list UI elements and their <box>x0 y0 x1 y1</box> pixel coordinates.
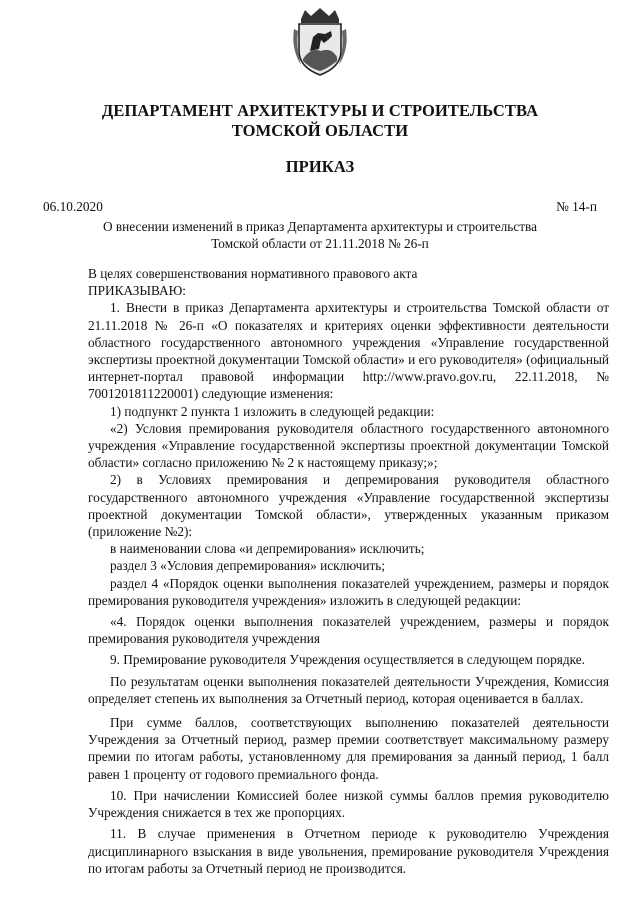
paragraph-item-1: 1. Внести в приказ Департамента архитектуры и строительства Томской области от 21.11.2018 № 26-п «О показателях и критериях оценки эффективности деятельности областного государственного автономного учреждения «Управление государственной экспертизы проектной документации Томской области» и его руководителя» (официальный интернет-портал правовой информации http://www.pravo.gov.ru, 22.11.2018, № 7001201811220001) следующие изменения: <box>88 300 609 402</box>
document-body <box>88 265 609 877</box>
paragraph-point-9: 9. Премирование руководителя Учреждения осуществляется в следующем порядке. <box>110 652 585 668</box>
paragraph-results: По результатам оценки выполнения показателей деятельности Учреждения, Комиссия определяет степень их выполнения за Отчетный период, которая оценивается в баллах. <box>88 673 609 706</box>
paragraph-subitem-2: 2) в Условиях премирования и депремирования руководителя областного государственного автономного учреждения «Управление государственной экспертизы проектной документации Томской области», утвержденных указанным приказом (приложение №2): <box>88 472 609 540</box>
paragraph-subitem-1: 1) подпункт 2 пункта 1 изложить в следующей редакции: <box>110 403 435 419</box>
paragraph-order-word: ПРИКАЗЫВАЮ: <box>88 283 186 299</box>
paragraph-title-change: в наименовании слова «и депремирования» исключить; <box>110 541 425 557</box>
department-title-line2: ТОМСКОЙ ОБЛАСТИ <box>231 121 409 140</box>
paragraph-section-4: раздел 4 «Порядок оценки выполнения показателей учреждением, размеры и порядок премирования руководителя учреждения» изложить в следующей редакции: <box>88 575 609 608</box>
document-type: ПРИКАЗ <box>285 157 355 176</box>
paragraph-point-10: 10. При начислении Комиссией более низкой суммы баллов премия руководителю Учреждения снижается в тех же пропорциях. <box>88 787 609 821</box>
paragraph-section-3: раздел 3 «Условия депремирования» исключить; <box>110 558 386 574</box>
paragraph-score-sum: При сумме баллов, соответствующих выполнению показателей деятельности Учреждения за Отчетный период, размер премии соответствует максимальному размеру премии по итогам работы, установленному для премирования за данный период, 1 балл равен 1 проценту от годового премиального фонда. <box>88 715 609 782</box>
paragraph-point-11: 11. В случае применения в Отчетном периоде к руководителю Учреждения дисциплинарного взыскания в виде увольнения, премирование руководителя Учреждения по итогам работы за Отчетный период не производится. <box>88 826 609 876</box>
paragraph-section-4-title: «4. Порядок оценки выполнения показателей учреждением, размеры и порядок премирования руководителя учреждения <box>88 614 609 647</box>
document-number: № 14-п <box>556 199 597 214</box>
document-date: 06.10.2020 <box>43 199 103 214</box>
paragraph-quoted-subitem-2: «2) Условия премирования руководителя областного государственного автономного учреждения «Управление государственной экспертизы проектной документации Томской области» согласно приложению № 2 к настоящему приказу;»; <box>88 420 609 471</box>
coat-of-arms-icon <box>291 7 349 77</box>
department-title-line1: ДЕПАРТАМЕНТ АРХИТЕКТУРЫ И СТРОИТЕЛЬСТВА <box>101 101 539 120</box>
paragraph-preamble: В целях совершенствования нормативного правового акта <box>88 266 418 281</box>
subject-line1: О внесении изменений в приказ Департамента архитектуры и строительства <box>102 219 538 234</box>
subject-line2: Томской области от 21.11.2018 № 26-п <box>211 236 429 251</box>
